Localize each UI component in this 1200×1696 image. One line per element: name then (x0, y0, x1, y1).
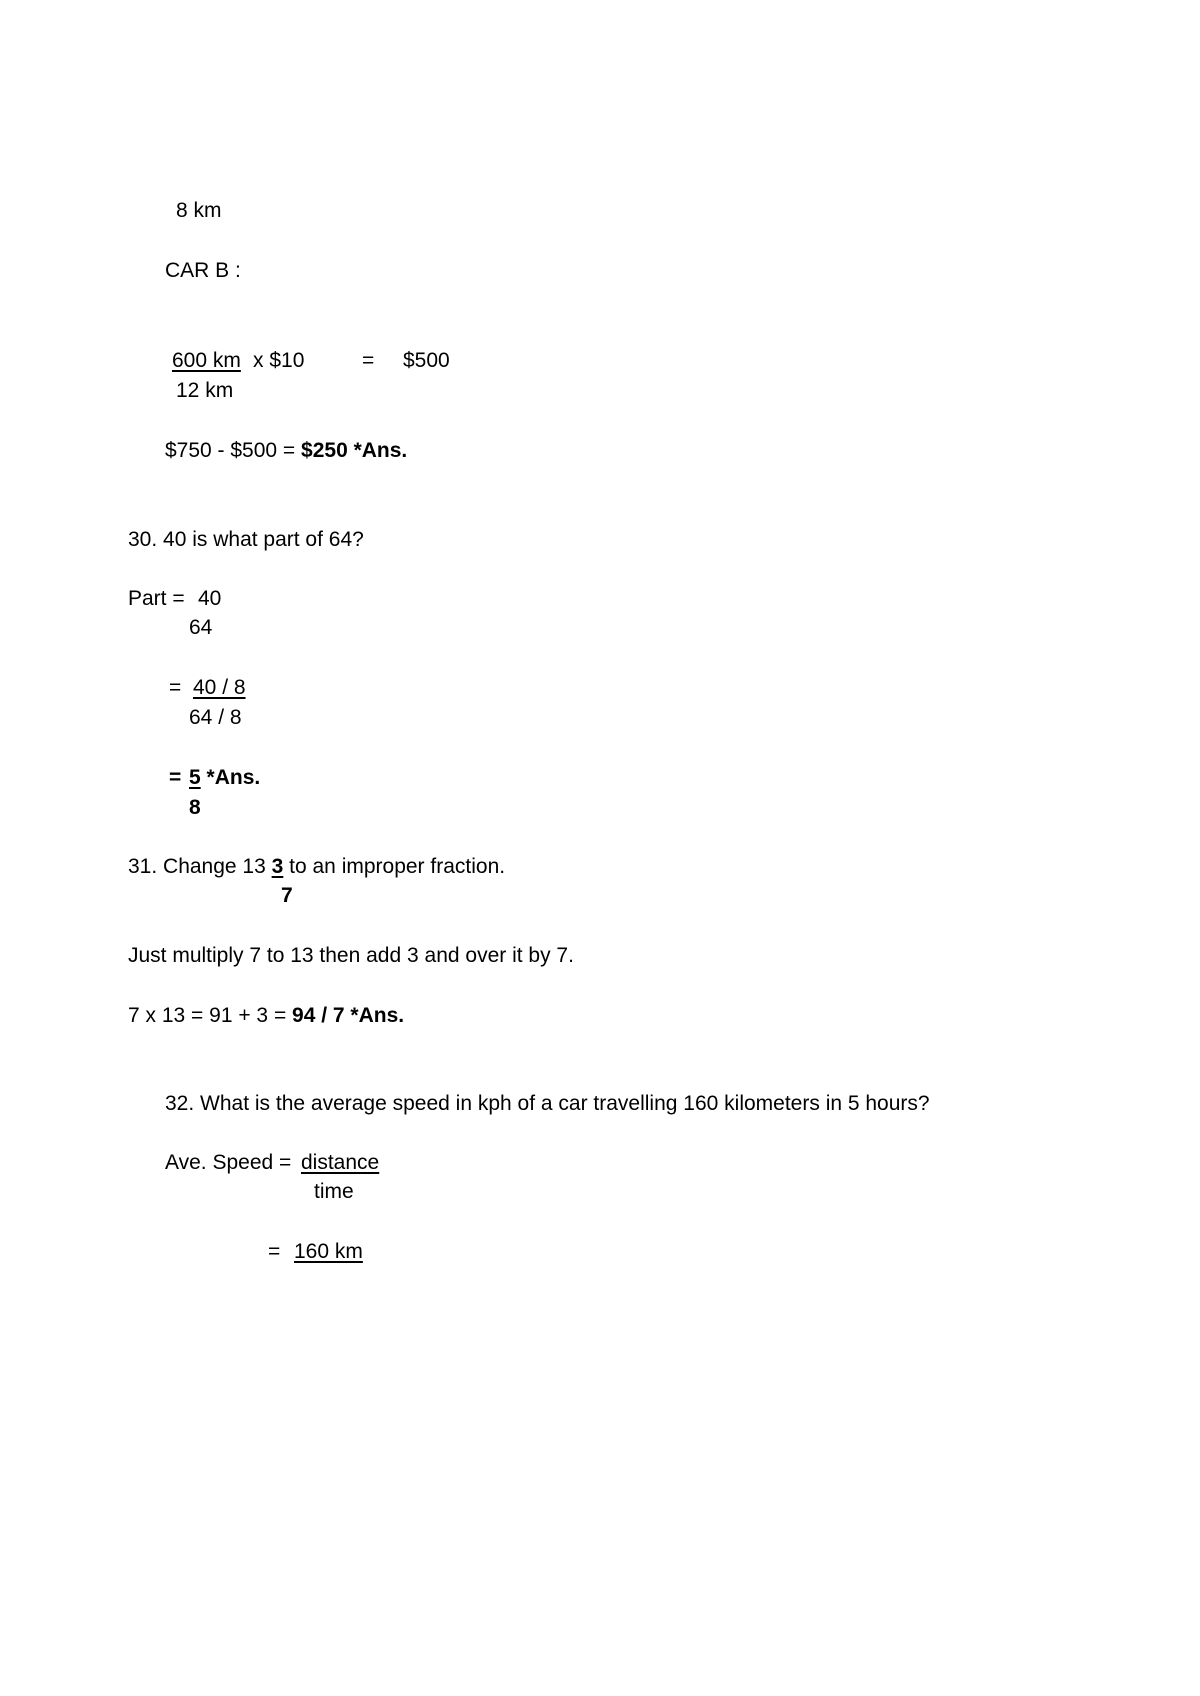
q30-part-label: Part = (128, 587, 185, 610)
q30-answer-numerator: 5 (189, 766, 201, 789)
q30-answer-denominator: 8 (189, 796, 201, 819)
q30-question: 30. 40 is what part of 64? (128, 528, 364, 551)
car-a-denominator: 8 km (176, 199, 222, 222)
q30-part-numerator: 40 (198, 587, 222, 610)
q31-work-expr: 7 x 13 = 91 + 3 = (128, 1004, 293, 1027)
q31-work (128, 1005, 404, 1026)
car-b-heading: CAR B : (165, 259, 241, 282)
q30-part-denominator: 64 (189, 616, 213, 639)
car-b-equals: = (362, 349, 375, 372)
car-b-difference-answer: $250 *Ans. (301, 439, 408, 462)
q32-step-numerator: 160 km (294, 1240, 363, 1263)
q30-step-numerator: 40 / 8 (193, 676, 246, 699)
q32-formula-label: Ave. Speed = (165, 1151, 292, 1174)
q30-step-denominator: 64 / 8 (189, 706, 242, 729)
car-b-result: $500 (403, 349, 450, 372)
q31-answer: 94 / 7 *Ans. (292, 1004, 405, 1027)
car-b-difference-expr: $750 - $500 = (165, 439, 302, 462)
q31-question-denominator: 7 (281, 884, 293, 907)
car-b-multiplier: x $10 (253, 349, 305, 372)
q32-step-equals: = (268, 1240, 281, 1263)
q32-formula-numerator: distance (301, 1151, 380, 1174)
q30-answer (189, 767, 260, 788)
q31-question-suffix: to an improper fraction. (283, 855, 506, 878)
car-b-difference (165, 440, 407, 461)
q32-question: 32. What is the average speed in kph of a car travelling 160 kilometers in 5 hours? (165, 1092, 930, 1115)
q30-answer-suffix: *Ans. (200, 766, 261, 789)
q32-formula-denominator: time (314, 1180, 354, 1203)
q31-question-numerator: 3 (271, 855, 284, 878)
q31-question (128, 856, 505, 877)
car-b-numerator: 600 km (172, 349, 241, 372)
q30-answer-equals: = (169, 766, 182, 789)
q31-explanation: Just multiply 7 to 13 then add 3 and over it by 7. (128, 944, 574, 967)
q30-step-equals: = (169, 676, 182, 699)
car-b-denominator: 12 km (176, 379, 234, 402)
q31-question-prefix: 31. Change 13 (128, 855, 272, 878)
